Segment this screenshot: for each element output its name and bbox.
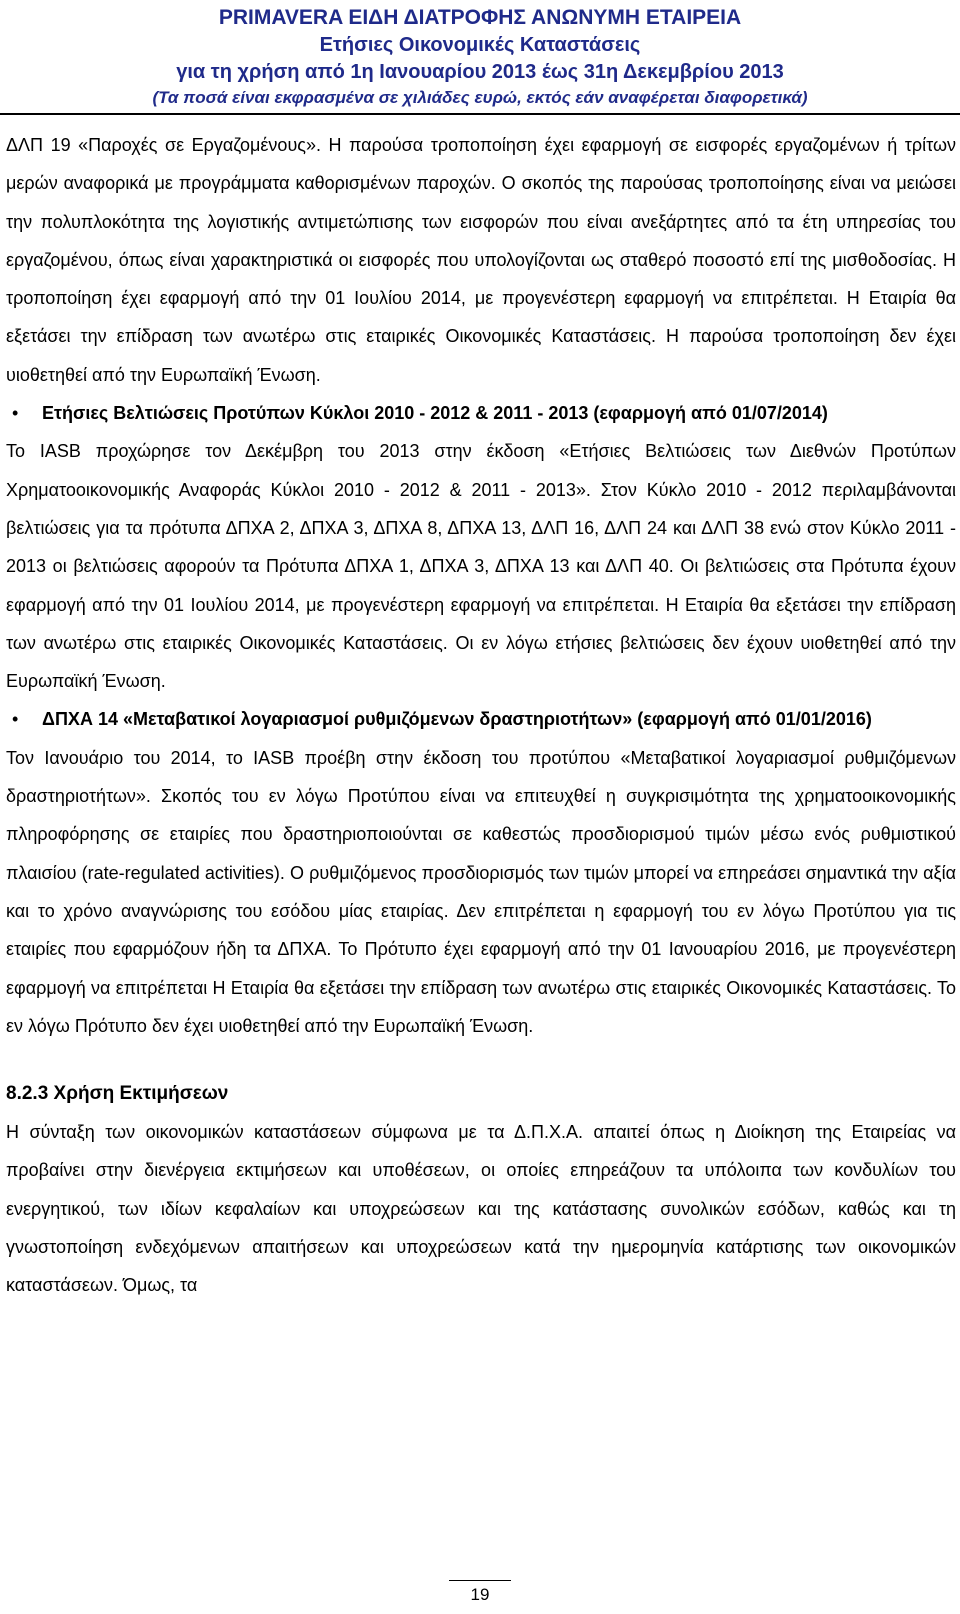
document-body	[6, 126, 956, 1305]
spacer	[6, 1045, 956, 1074]
page-number: 19	[470, 1585, 490, 1604]
ifrs14-paragraph: Τον Ιανουάριο του 2014, το IASB προέβη στην έκδοση του προτύπου «Μεταβατικοί λογαριασμοί ρυθμιζόμενων δραστηριοτήτων». Σκοπός του εν λόγω Προτύπου είναι να επιτευχθεί η συγκρισιμότητα της χρηματοοικονομικής πληροφόρησης σε εταιρίες που δραστηριοποιούνται σε καθεστώς προσδιορισμού τιμών μέσω ενός ρυθμιστικού πλαισίου (rate-regulated activities). Ο ρυθμιζόμενος προσδιορισμός των τιμών μπορεί να επηρεάσει σημαντικά την αξία και το χρόνο αναγνώρισης του εσόδου μίας εταιρίας. Δεν επιτρέπεται η εφαρμογή του εν λόγω Προτύπου για τις εταιρίες που εφαρμόζουν ήδη τα ΔΠΧΑ. Το Πρότυπο έχει εφαρμογή από την 01 Ιανουαρίου 2016, με προγενέστερη εφαρμογή να επιτρέπεται Η Εταιρία θα εξετάσει την επίδραση των ανωτέρω στις εταιρικές Οικονομικές Καταστάσεις. Το εν λόγω Πρότυπο δεν έχει υιοθετηθεί από την Ευρωπαϊκή Ένωση.	[6, 747, 956, 1036]
statements-title: Ετήσιες Οικονομικές Καταστάσεις	[319, 34, 641, 56]
annual-improvements-paragraph: Το IASB προχώρησε τον Δεκέμβρη του 2013 στην έκδοση «Ετήσιες Βελτιώσεις των Διεθνών Προτύπων Χρηματοοικονομικής Αναφοράς Κύκλοι 2010 - 2012 & 2011 - 2013». Στον Κύκλο 2010 - 2012 περιλαμβάνονται βελτιώσεις για τα πρότυπα ΔΠΧΑ 2, ΔΠΧΑ 3, ΔΠΧΑ 8, ΔΠΧΑ 13, ΔΛΠ 16, ΔΛΠ 24 και ΔΛΠ 38 ενώ στον Κύκλο 2011 - 2013 οι βελτιώσεις αφορούν τα Πρότυπα ΔΠΧΑ 1, ΔΠΧΑ 3, ΔΠΧΑ 13 και ΔΛΠ 40. Οι βελτιώσεις στα Πρότυπα έχουν εφαρμογή από την 01 Ιουλίου 2014, με προγενέστερη εφαρμογή να επιτρέπεται. Η Εταιρία θα εξετάσει την επίδραση των ανωτέρω στις εταιρικές Οικονομικές Καταστάσεις. Οι εν λόγω ετήσιες βελτιώσεις δεν έχουν υιοθετηθεί από την Ευρωπαϊκή Ένωση.	[6, 441, 956, 692]
header-rule	[0, 113, 960, 115]
ias19-paragraph: ΔΛΠ 19 «Παροχές σε Εργαζομένους». Η παρούσα τροποποίηση έχει εφαρμογή σε εισφορές εργαζομένων ή τρίτων μερών αναφορικά με προγράμματα καθορισμένων παροχών. Ο σκοπός της παρούσας τροποποίησης είναι να μειώσει την πολυπλοκότητα της λογιστικής αντιμετώπισης των εισφορών που είναι ανεξάρτητες από τα έτη υπηρεσίας του εργαζομένου, όπως είναι χαρακτηριστικά οι εισφορές που υπολογίζονται ως σταθερό ποσοστό επί της μισθοδοσίας. Η τροποποίηση έχει εφαρμογή από την 01 Ιουλίου 2014, με προγενέστερη εφαρμογή να επιτρέπεται. Η Εταιρία θα εξετάσει την επίδραση των ανωτέρω στις εταιρικές Οικονομικές Καταστάσεις. Η παρούσα τροποποίηση δεν έχει υιοθετηθεί από την Ευρωπαϊκή Ένωση.	[6, 135, 956, 385]
bullet-heading-text: ΔΠΧΑ 14 «Μεταβατικοί λογαριασμοί ρυθμιζόμενων δραστηριοτήτων» (εφαρμογή από 01/01/2016)	[42, 709, 872, 730]
company-name: PRIMAVERA ΕΙΔΗ ΔΙΑΤΡΟΦΗΣ ΑΝΩΝΥΜΗ ΕΤΑΙΡΕΙΑ	[218, 6, 742, 29]
estimates-paragraph: Η σύνταξη των οικονομικών καταστάσεων σύμφωνα με τα Δ.Π.Χ.Α. απαιτεί όπως η Διοίκηση της Εταιρείας να προβαίνει στην διενέργεια εκτιμήσεων και υποθέσεων, οι οποίες επηρεάζουν τα υπόλοιπα των κονδυλίων του ενεργητικού, των ιδίων κεφαλαίων και υποχρεώσεων και της κατάστασης συνολικών εσόδων, καθώς και τη γνωστοποίηση ενδεχόμενων απαιτήσεων και υποχρεώσεων κατά την ημερομηνία κατάρτισης των οικονομικών καταστάσεων. Όμως, τα	[6, 1122, 956, 1296]
reporting-period: για τη χρήση από 1η Ιανουαρίου 2013 έως 31η Δεκεμβρίου 2013	[176, 61, 784, 83]
page-footer	[0, 1580, 960, 1606]
page-header	[0, 4, 960, 110]
bullet-ifrs14-heading	[6, 700, 956, 738]
bullet-icon: •	[12, 403, 19, 424]
bullet-icon: •	[12, 709, 19, 730]
bullet-heading-text: Ετήσιες Βελτιώσεις Προτύπων Κύκλοι 2010 - 2012 & 2011 - 2013 (εφαρμογή από 01/07/2014)	[42, 403, 828, 424]
section-heading: 8.2.3 Χρήση Εκτιμήσεων	[6, 1083, 229, 1105]
footer-rule	[449, 1580, 511, 1581]
bullet-annual-improvements-heading	[6, 394, 956, 432]
currency-note: (Τα ποσά είναι εκφρασμένα σε χιλιάδες ευρώ, εκτός εάν αναφέρεται διαφορετικά)	[152, 88, 808, 107]
